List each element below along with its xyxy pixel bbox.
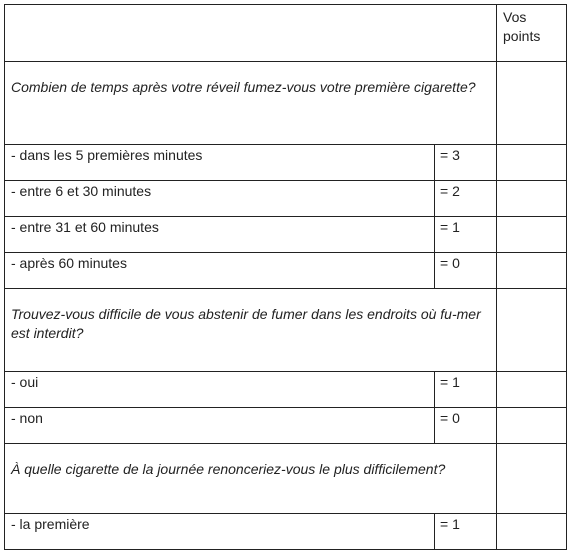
answer-value: = 1 bbox=[435, 372, 497, 408]
answer-row bbox=[5, 408, 567, 444]
points-cell[interactable] bbox=[497, 408, 567, 444]
answer-row bbox=[5, 181, 567, 217]
points-cell[interactable] bbox=[497, 62, 567, 145]
table-header-row bbox=[5, 5, 567, 62]
answer-row bbox=[5, 253, 567, 289]
answer-value: = 1 bbox=[435, 514, 497, 550]
answer-value: = 1 bbox=[435, 217, 497, 253]
points-cell[interactable] bbox=[497, 253, 567, 289]
points-cell[interactable] bbox=[497, 145, 567, 181]
header-empty-cell bbox=[5, 5, 497, 62]
points-cell[interactable] bbox=[497, 372, 567, 408]
question-text: Combien de temps après votre réveil fumez-vous votre première cigarette? bbox=[5, 62, 497, 145]
points-cell[interactable] bbox=[497, 514, 567, 550]
answer-row bbox=[5, 217, 567, 253]
answer-label: - après 60 minutes bbox=[5, 253, 435, 289]
questionnaire-table bbox=[4, 4, 567, 550]
question-row bbox=[5, 62, 567, 145]
answer-value: = 3 bbox=[435, 145, 497, 181]
answer-label: - entre 6 et 30 minutes bbox=[5, 181, 435, 217]
answer-value: = 0 bbox=[435, 408, 497, 444]
points-column-header: Vos points bbox=[497, 5, 567, 62]
points-cell[interactable] bbox=[497, 444, 567, 514]
points-cell[interactable] bbox=[497, 217, 567, 253]
answer-value: = 2 bbox=[435, 181, 497, 217]
answer-row bbox=[5, 514, 567, 550]
answer-label: - dans les 5 premières minutes bbox=[5, 145, 435, 181]
answer-label: - la première bbox=[5, 514, 435, 550]
points-cell[interactable] bbox=[497, 181, 567, 217]
answer-value: = 0 bbox=[435, 253, 497, 289]
points-cell[interactable] bbox=[497, 289, 567, 372]
answer-row bbox=[5, 372, 567, 408]
answer-label: - oui bbox=[5, 372, 435, 408]
question-text: À quelle cigarette de la journée renonceriez-vous le plus difficilement? bbox=[5, 444, 497, 514]
answer-label: - entre 31 et 60 minutes bbox=[5, 217, 435, 253]
question-row bbox=[5, 444, 567, 514]
question-text: Trouvez-vous difficile de vous abstenir de fumer dans les endroits où fu-mer est interdit? bbox=[5, 289, 497, 372]
question-row bbox=[5, 289, 567, 372]
answer-label: - non bbox=[5, 408, 435, 444]
answer-row bbox=[5, 145, 567, 181]
